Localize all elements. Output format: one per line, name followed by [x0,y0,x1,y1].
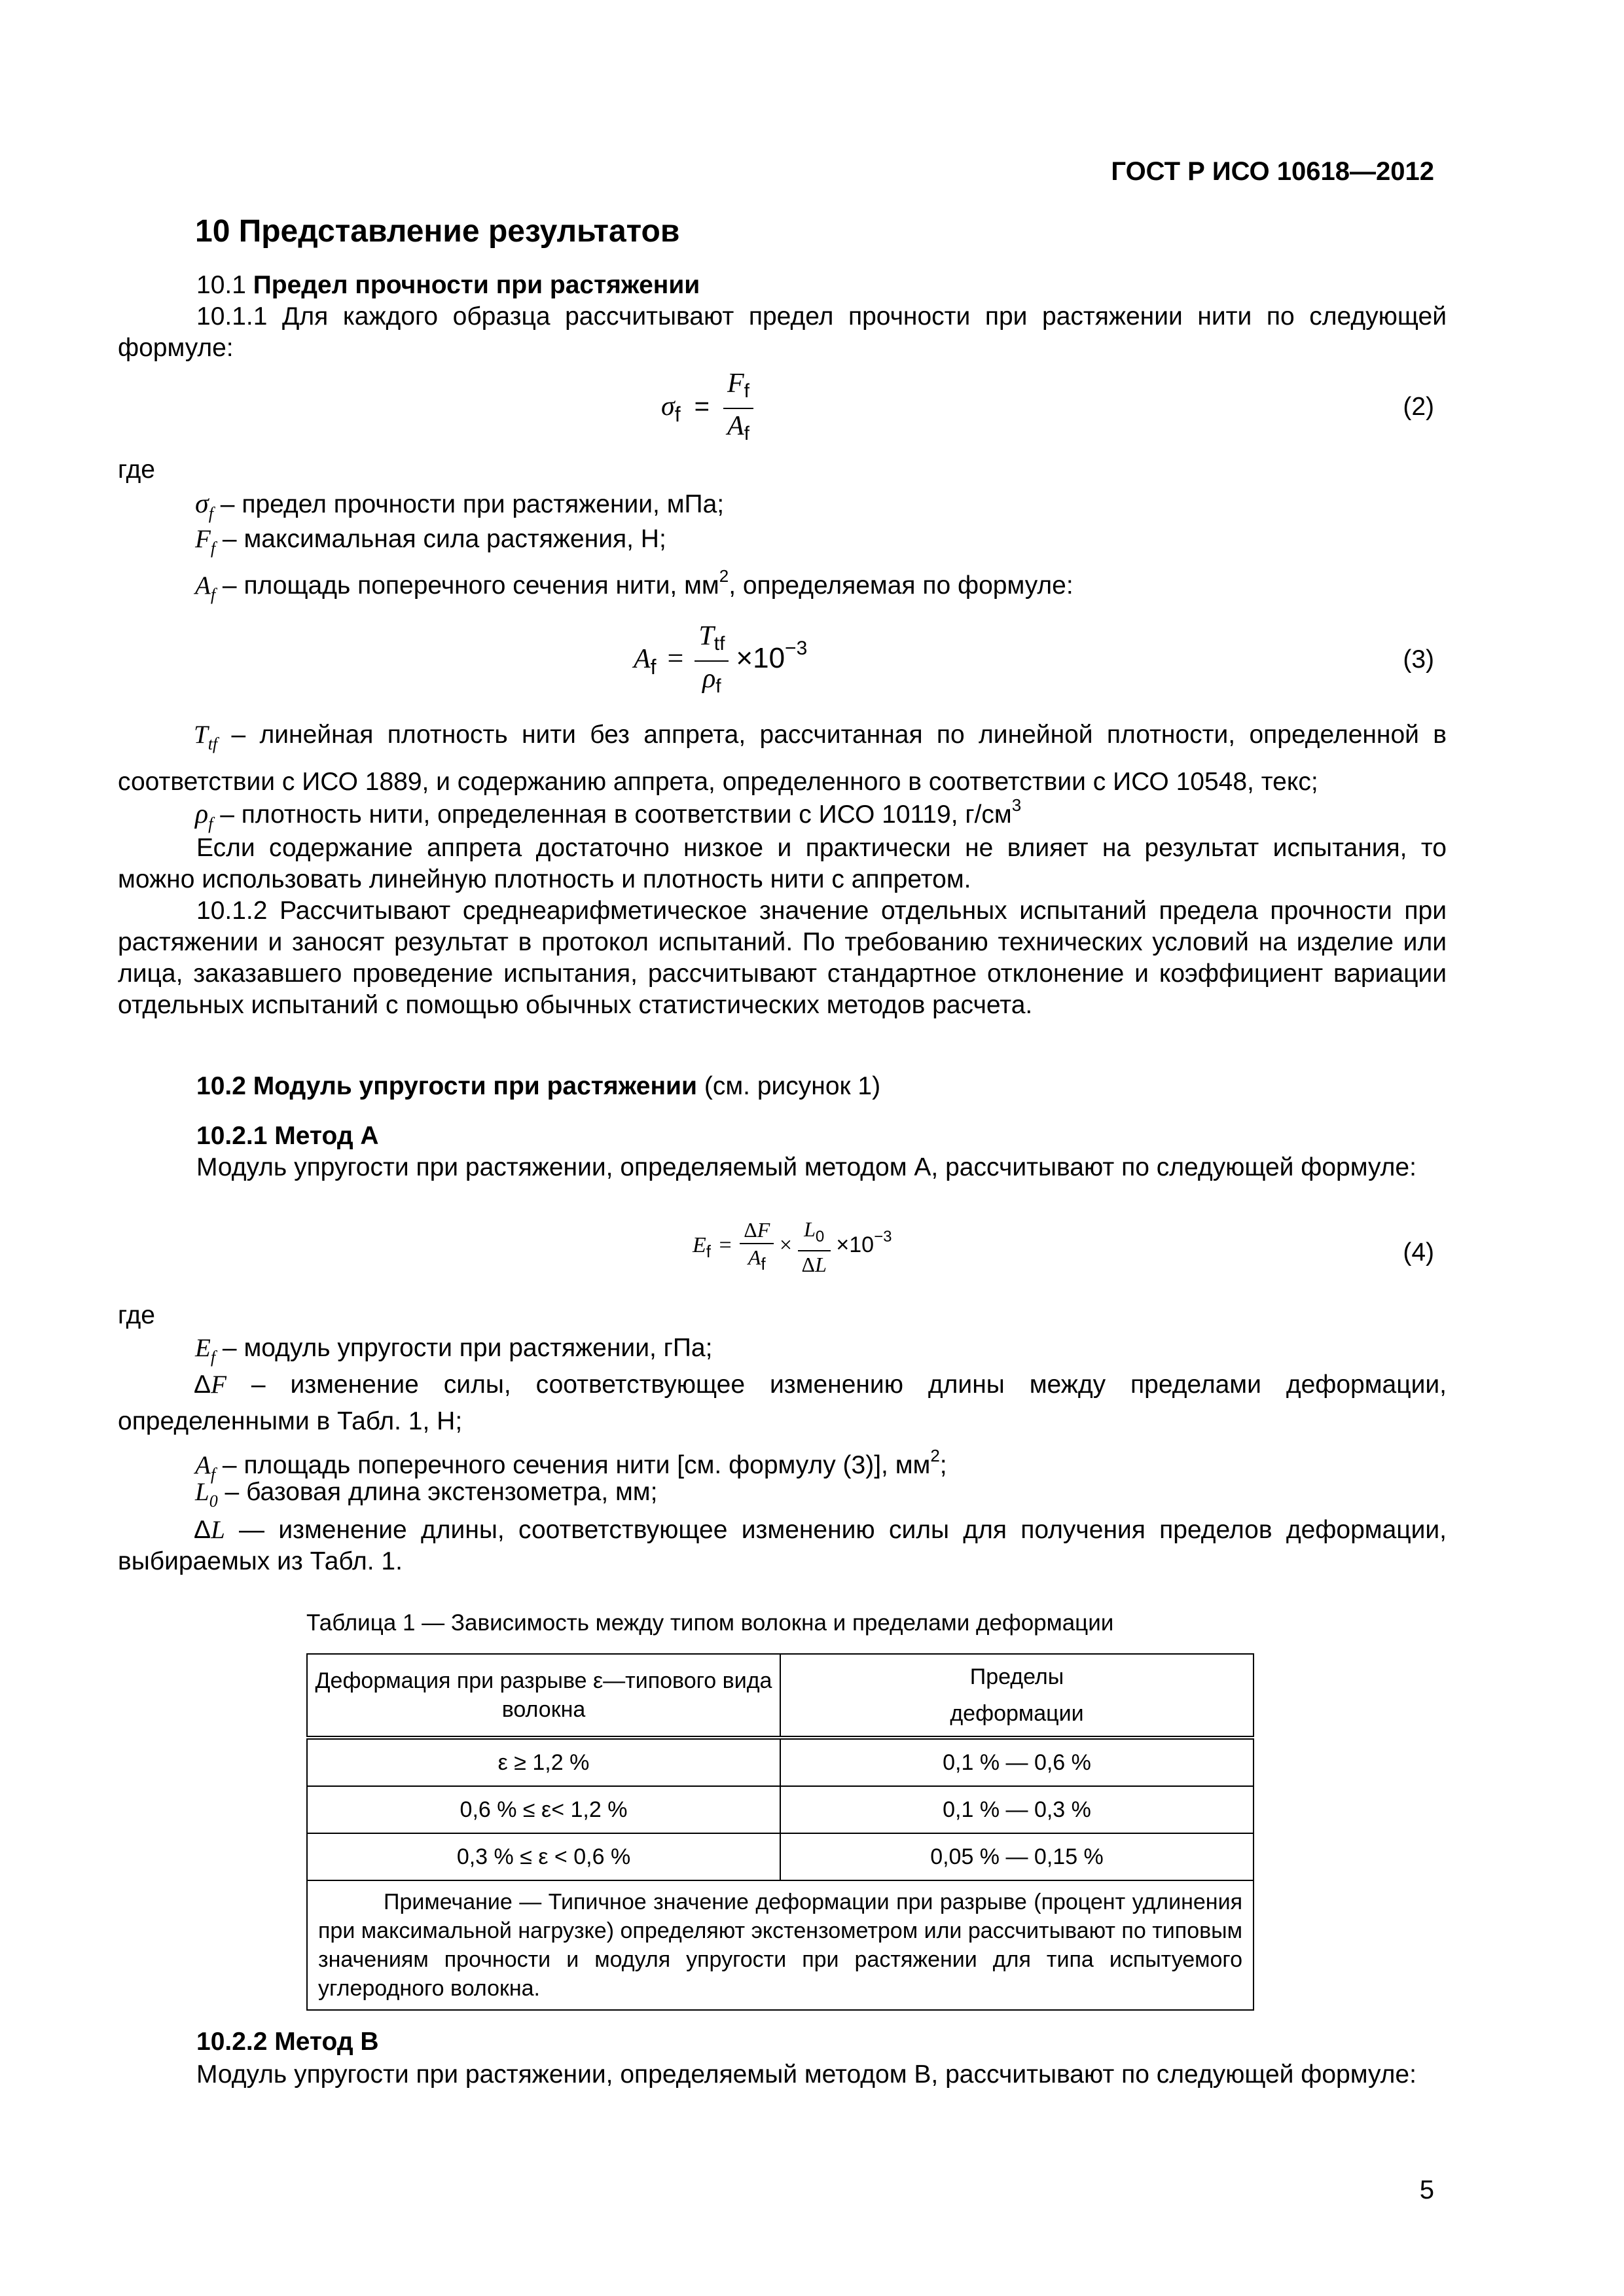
definition-L0: $L_0$ – базовая длина экстензометра, мм; [195,1478,658,1511]
paragraph-10-1-2: 10.1.2 Рассчитывают среднеарифметическое значение отдельных испытаний предела прочности при растяжении и заносят результат в протокол испытаний. По требованию технических условий на изделие или лица, заказавшего проведение испытания, рассчитывают стандартное отклонение и коэффициент вариации отдельных испытаний с помощью обычных статистических методов расчета. [118,897,1447,1019]
document-header: ГОСТ Р ИСО 10618—2012 [1111,157,1434,186]
equation-number-2: (2) [1403,393,1434,421]
table-note: Примечание — Типичное значение деформации при разрыве (процент удлинения при максимальной нагрузке) определяют экстензометром или рассчитывают по типовым значениям прочности и модуля упругости при растяжении для типа испытуемого углеродного волокна. [307,1880,1254,2010]
table-header-col1: Деформация при разрыве ε—типового вида волокна [307,1654,780,1738]
paragraph-10-2-2: Модуль упругости при растяжении, определяемый методом В, рассчитывают по следующей формуле: [196,2060,1416,2089]
subsection-number: 10.1 [196,271,246,299]
formula-2: $\sigma_f$ = $\frac{Ff}{Af}$ [661,367,753,450]
table-cell: 0,05 % — 0,15 % [780,1833,1254,1880]
table-cell: 0,1 % — 0,6 % [780,1738,1254,1786]
table-1 [306,1653,1254,2011]
paragraph-sizing-low: Если содержание аппрета достаточно низкое и практически не влияет на результат испытания, то можно использовать линейную плотность и плотность нити с аппретом. [118,834,1447,893]
table-row [307,1786,1254,1833]
definition-delta-F: ΔF – изменение силы, соответствующее изменению длины между пределами деформации, определенными в Табл. 1, Н; [118,1371,1447,1435]
subsection-10-1-heading [118,270,1447,301]
page-number: 5 [1419,2176,1434,2204]
table-note-row [307,1880,1254,2010]
definition-E: $E_f$ – модуль упругости при растяжении, гПа; [195,1334,713,1367]
definition-rho: $\rho_f$ – плотность нити, определенная в соответствии с ИСО 10119, $г/см^3$ [195,795,1022,833]
definition-sigma: $\sigma_f$ – предел прочности при растяжении, мПа; [195,489,725,523]
table-cell: 0,6 % ≤ ε< 1,2 % [307,1786,780,1833]
equation-number-4: (4) [1403,1238,1434,1266]
definition-A-2: $A_f$ – площадь поперечного сечения нити [см. формулу (3)], $мм^2$; [195,1446,947,1484]
where-label-2: где [118,1301,155,1329]
table-cell: 0,3 % ≤ ε < 0,6 % [307,1833,780,1880]
paragraph-10-2-1: Модуль упругости при растяжении, определяемый методом А, рассчитывают по следующей формуле: [196,1153,1416,1181]
subsection-title: Предел прочности при растяжении [253,271,700,299]
subsection-10-2-heading: 10.2 Модуль упругости при растяжении (см. рисунок 1) [196,1072,881,1100]
definition-F: $F_f$ – максимальная сила растяжения, Н; [195,525,666,558]
table-caption: Таблица 1 — Зависимость между типом волокна и пределами деформации [306,1610,1114,1636]
symbol-sigma-f: $\sigma_f$ [195,489,213,523]
equation-number-3: (3) [1403,645,1434,673]
table-header-row [307,1654,1254,1738]
table-header-col2: Пределы деформации [780,1654,1254,1738]
table-cell: 0,1 % — 0,3 % [780,1786,1254,1833]
where-label: где [118,456,155,484]
table-cell: ε ≥ 1,2 % [307,1738,780,1786]
paragraph-10-1-1: 10.1.1 Для каждого образца рассчитывают предел прочности при растяжении нити по следующей формуле: [118,302,1447,362]
table-row [307,1833,1254,1880]
subsection-10-2-2-heading: 10.2.2 Метод В [196,2028,379,2056]
definition-A: $A_f$ – площадь поперечного сечения нити, $мм^2$, определяемая по формуле: [195,566,1074,604]
definition-T: $T_{tf}$ – линейная плотность нити без аппрета, рассчитанная по линейной плотности, определенной в соответствии с ИСО 1889, и содержанию аппрета, определенного в соответствии с ИСО 10548, текс; [118,721,1447,796]
definition-delta-L: ΔL — изменение длины, соответствующее изменению силы для получения пределов деформации, выбираемых из Табл. 1. [118,1516,1447,1575]
subsection-10-2-1-heading: 10.2.1 Метод А [196,1122,379,1150]
section-title: 10 Представление результатов [195,214,680,249]
table-row [307,1738,1254,1786]
formula-4: $E_f$ = $\frac{\Delta F}{A_f}$ × $\frac{L_0}{\Delta L}$ $\times 10^{-3}$ [693,1217,892,1276]
formula-3: $A_f$ = $\frac{\text{Ttf}}{\rho f}$ $\times 10^{-3}$ [634,619,807,703]
